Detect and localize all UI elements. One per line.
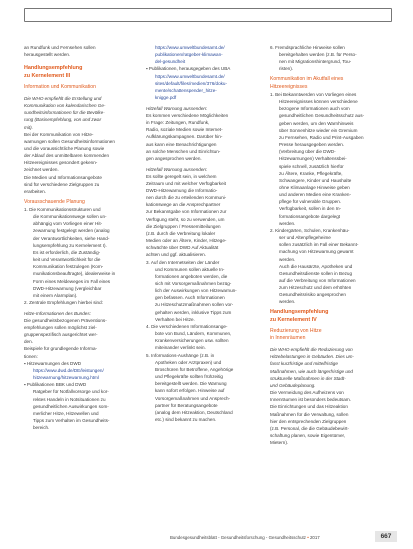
list-item-cont: Form eines Meldeweges im Fall eines — [33, 278, 111, 284]
subsection-heading: Information und Kommunikation — [24, 84, 96, 90]
sub-heading: Hitzefall Warnung aussenden: — [146, 166, 208, 172]
bullet-cont: merlicher Hitze, Hitzewellen und — [33, 410, 99, 416]
list-item-cont: munikationsbeauftragte), idealerweise in — [33, 271, 116, 277]
text-line: (z.B. Personal, die die Gebäudebewirt- — [270, 425, 349, 431]
subsection-heading: Hitzeereignisses — [270, 83, 308, 90]
uba-link[interactable]: https://www.umweltbundesamt.de/ — [155, 73, 225, 79]
list-item-cont: Kommunikation festzulegen (Kom- — [33, 264, 104, 270]
list-item-cont: kann sofort erfolgen. Hinweise auf — [155, 388, 225, 394]
list-item-cont: DWD-Hitzewarnung (vergleichbar — [33, 285, 102, 291]
list-item-cont: auf die Verbreitung von Informationen — [279, 278, 356, 283]
who-recommendation: fasst kurzfristige und mittelfristige — [270, 361, 338, 367]
column-1 — [24, 44, 140, 431]
text-line: Die Einrichtungen und das Hitzeaktion — [270, 404, 348, 410]
list-item: 3. Auf den Internetseiten der Länder — [146, 259, 220, 265]
text-line: an solche Menschen und Einrichtun- — [146, 148, 221, 154]
page-footer — [170, 535, 320, 540]
text-line: Radio, soziale Medien sowie Internet- — [146, 127, 223, 133]
bullet-cont: Ratgeber für Notfallvorsorge und kor- — [33, 389, 109, 395]
list-item-cont: der Verantwortlichkeiten, siehe Hand- — [33, 235, 110, 241]
list-item-cont: Verhalten bei Hitze. — [155, 316, 195, 322]
text-line: kationswege an die Ansprechpartner — [146, 202, 221, 208]
text-line: Innenräumen ist besonders bedeutsam. — [270, 397, 351, 403]
list-item-cont: Hitzewarnungen) Verhaltenssbei- — [279, 156, 347, 162]
text-line: gen angesprochen werden. — [146, 155, 202, 161]
list-item-cont: risten). — [279, 66, 294, 72]
list-item-cont: werden. — [279, 299, 296, 305]
uba-link[interactable]: del-gesundheit — [155, 59, 186, 65]
journal-name: Bundesgesundheitsblatt - Gesundheitsforschung - Gesundheitsschutz — [170, 535, 306, 540]
dwd-link[interactable]: hitzewarnung/hitzewarnung.html — [33, 375, 99, 381]
list-item-cont: (analog dem Hitzeaktion, Deutschland — [155, 409, 233, 415]
list-item-cont: Hitzeereignisses können verschiedene — [279, 99, 358, 105]
who-recommendation: Kommunikation von kalendarischen Ge- — [24, 103, 106, 109]
section-heading: zu Kernelement III — [24, 72, 71, 79]
list-item-cont: die Kommunikationswege sollen un- — [33, 214, 107, 220]
list-item-cont: zu Ältere, Kranke, Pflegekräfte, — [279, 170, 343, 176]
list-item-cont: über Sonnenhitze wieder ein Gremium — [279, 127, 358, 133]
text-line: tionen: — [24, 353, 38, 359]
list-item-cont: nen mit Migrationshintergrund, Tou- — [279, 59, 352, 65]
text-line: und die voraussichtliche Planung sowie — [24, 146, 105, 151]
text-line: Medien oder an Ältere, Kinder, Hitzege- — [146, 238, 227, 244]
text-line: achten und ggf. aktualisieren. — [146, 252, 207, 258]
text-line: Mietern). — [270, 440, 289, 446]
list-item-cont: und Pflegekräfte sollten frühzeitig — [155, 374, 223, 380]
list-item-cont: formationsangebote dargelegt — [279, 213, 341, 219]
list-item-cont: zewarnung festgelegt werden (analog — [33, 228, 110, 234]
footer-separator: • — [307, 535, 309, 540]
sub-heading: Hitzefall Warnung aussenden: — [146, 105, 208, 111]
list-item-cont: gehalten werden, inklusive Tipps zum — [155, 309, 232, 315]
text-line: nen durch die zu erteilenden Kommuni- — [146, 195, 227, 201]
uba-link[interactable]: mente/schattenspender_hitze- — [155, 87, 217, 93]
subsection-heading: Reduzierung von Hitze — [270, 327, 322, 334]
text-line: die Zielgruppen / Pressemitteilungen — [146, 223, 221, 229]
bullet-cont: rektes Handeln in Notsituationen zu — [33, 396, 106, 402]
column-2 — [146, 44, 262, 423]
list-item-cont: werden. — [279, 220, 296, 226]
list-item: 4. Die verschiedenen Informationsange- — [146, 323, 228, 329]
uba-link[interactable]: publikationen/ratgeber-klimawan- — [155, 52, 223, 58]
bullet-cont: gesundheitlichen Auswirkungen som- — [33, 403, 109, 409]
text-line: Es kommen verschiedene Möglichkeiten — [146, 112, 229, 118]
list-item-cont: formationen angeboten werden, die — [155, 273, 228, 279]
header-rule-box — [24, 8, 392, 22]
list-item-cont: und Kommunen sollen aktuelle In- — [155, 266, 225, 272]
who-recommendation: Die WHO empfiehlt die Reduzierung von — [270, 347, 353, 353]
text-line: (z.B. durch die Verbreitung lokaler — [146, 230, 216, 236]
text-line: schaftung planen, sowie Eigentümer, — [270, 433, 346, 438]
text-line: DWD-Hitzewarnung die Informatio- — [146, 187, 218, 193]
list-item-cont: Gesundheitsdienste sollen in Bezug — [279, 270, 353, 276]
list-item-cont: geben werden, um den Warnhinweis — [279, 120, 354, 126]
who-recommendation: sundheitsinformationen für die Bevölke- — [24, 110, 105, 116]
list-item-cont: Auch die Hausärzte, Apotheken und — [279, 263, 353, 269]
footer-year: 2017 — [309, 535, 320, 540]
list-item-cont: und anderen Medien eine Kranken- — [279, 192, 352, 198]
list-item-cont: Es ist erforderlich, die Zuständig- — [33, 249, 101, 255]
uba-link[interactable]: sites/default/files/medien/376/doku- — [155, 80, 228, 86]
list-item-cont: zu Hitzeschutzmaßnahmen sollen vor- — [155, 302, 234, 308]
list-item-cont: zu Fernsehen, Radio und Print-Ausgaben — [279, 134, 364, 140]
text-line: Verfügung steht, so zu verwenden, um — [146, 216, 225, 222]
list-item-cont: gen befassen. Auch Informationen — [155, 295, 225, 301]
text-line: erarbeiten. — [24, 188, 46, 194]
text-line: sind für verschiedene Zielgruppen zu — [24, 181, 100, 187]
list-item-cont: abhängig vom Vorliegen einer Hit- — [33, 221, 103, 227]
page-number: 667 — [375, 531, 397, 542]
who-recommendation: mit). — [24, 124, 33, 130]
bullet-cont: bereich. — [33, 425, 50, 431]
list-item: 2. Kindergärten, Schulen, Krankenhäu- — [270, 227, 350, 233]
text-line: Die Medien und Informationsangebote — [24, 174, 102, 180]
bullet-cont: Tipps zum Verhalten im Gesundheits- — [33, 418, 110, 424]
list-item: 2. Zentrale Empfehlungen hierbei sind: — [24, 300, 103, 306]
bullet-item: ▪ Publikationen, herausgegeben des UBA — [146, 66, 231, 72]
text-line: der Ablauf des unmittelbaren kommenden — [24, 153, 110, 159]
list-item-cont: keit und Verantwortlichkeit für die — [33, 257, 101, 263]
list-item-cont: bote von Bund, Ländern, Kommunen, — [155, 331, 232, 337]
list-item-cont: spiele schnell, zusätzlich hierfür — [279, 163, 344, 169]
subsection-heading: Vorausschauende Planung — [24, 198, 85, 205]
subsection-heading: in Innenräumen — [270, 335, 306, 342]
list-item-cont: bereitgehalten werden (z.B. für Perso- — [279, 52, 357, 58]
text-line: Maßnahmen für die Verwaltung, sollen — [270, 411, 349, 417]
who-recommendation: rung (Basisempfehlung, von und zwar — [24, 117, 102, 123]
uba-link[interactable]: knigge.pdf — [155, 95, 177, 101]
list-item: 1. Bei Bekanntwerden von Vorliegen eines — [270, 91, 357, 97]
list-item-cont: werden. — [279, 256, 296, 262]
list-item-cont: bezogene Informationen auch vom — [279, 106, 350, 112]
text-line: Aufklärungskampagnen. Darüber hin- — [146, 134, 223, 140]
text-line: gruppenspezifisch ausgerichtet wer- — [24, 332, 98, 338]
text-line: Es sollte geregelt sein, in welchem — [146, 173, 217, 179]
who-recommendation: Maßnahmen, wie auch längerfristige und — [270, 368, 353, 374]
text-line: empfehlungen sollen möglichst ziel- — [24, 325, 97, 330]
subsection-heading: Kommunikation im Akutfall eines — [270, 76, 344, 83]
dwd-link[interactable]: https://www.dwd.de/DE/leistungen/ — [33, 367, 104, 373]
list-item-cont: sollen zusätzlich im Fall einer Bekannt- — [279, 242, 359, 248]
text-line: den. — [24, 339, 33, 345]
list-item-cont: zum Hitzeschutz und dem erhöhten — [279, 285, 352, 291]
list-item-cont: Verfügbarkeit, sollen in den In- — [279, 206, 342, 212]
text-line: herausgestellt werden. — [24, 52, 71, 58]
list-item-cont: sich mit Vorsorgemaßnahmen bezüg- — [155, 281, 232, 286]
text-line: hier den entsprechenden Zielgruppen — [270, 418, 347, 424]
bullet-item: ▪ Publikationen BBK und DWD — [24, 382, 87, 388]
list-item-cont: Broschüren für Betroffene, Angehörige — [155, 366, 234, 372]
list-item-cont: ohne Klimaanlage Hinweise geben — [279, 184, 350, 190]
uba-link[interactable]: https://www.umweltbundesamt.de/ — [155, 45, 225, 50]
text-line: in Frage: Zeitungen, Rundfunk, — [146, 120, 210, 126]
list-item-cont: Schwangere, Kinder und Haushalte — [279, 177, 352, 183]
list-item-cont: pflege für vulnerable Gruppen. — [279, 199, 342, 205]
who-recommendation: Die WHO empfiehlt die Erstellung und — [24, 95, 102, 101]
text-line: zeichnet werden. — [24, 167, 59, 173]
text-line: Die Vermeidung des Aufheizens von — [270, 390, 344, 396]
list-item: 6. Fremdsprachliche Hinweise sollen — [270, 45, 345, 50]
list-item-cont: Presse herausgegeben werden. — [279, 142, 345, 148]
list-item-cont: gesundheitlichen Gesundheitsschutz aus- — [279, 113, 365, 119]
who-recommendation: Hitzebelastungen in Gebäuden. Dies um- — [270, 354, 355, 360]
list-item-cont: (Verbreitung über die DWD- — [279, 149, 336, 155]
text-line: schwächte über DWD Auf Aktualität — [146, 245, 219, 251]
text-line: an Rundfunk und Fernsehen sollen — [24, 45, 96, 50]
sub-heading: Hitze-Informationen des Bundes: — [24, 310, 91, 316]
bullet-item: ▪ Hitzewarnungen des DWD — [24, 360, 82, 366]
list-item-cont: bereitgestellt werden. Die Warnung — [155, 381, 227, 387]
list-item-cont: etc.) sind bekannt zu machen. — [155, 416, 217, 422]
list-item: 5. Informations-Aushänge (z.B. in — [146, 352, 215, 358]
section-heading: Handlungsempfehlung — [24, 65, 83, 72]
list-item-cont: miteinander verlinkt sein. — [155, 345, 206, 351]
list-item-cont: Vorsorgemaßnahmen und Ansprech- — [155, 395, 231, 401]
text-line: Hitzeereignisses gesondert gekenn- — [24, 160, 98, 166]
list-item-cont: machung von Hitzewarnung gewarnt — [279, 249, 354, 255]
text-line: Bei der Kommunikation von Hitze- — [24, 131, 94, 137]
list-item-cont: ser und Altenpflegeheime — [279, 235, 331, 241]
list-item-cont: lungsempfehlung zu Kernelement I). — [33, 242, 107, 248]
section-heading: zu Kernelement IV — [270, 316, 317, 323]
list-item-cont: Krankenversicherungen usw. sollten — [155, 338, 229, 344]
list-item-cont: Apotheken oder Arztpraxen) und — [155, 359, 222, 365]
who-recommendation: strukturelle Maßnahmen in der Stadt- — [270, 375, 346, 381]
list-item-cont: Gesundheitsrisiko angesprochen — [279, 292, 346, 298]
list-item-cont: lich der Auswirkungen von Hitzewarnun- — [155, 288, 237, 294]
text-line: warnungen sollen Gesundheitsinformationen — [24, 138, 115, 144]
text-line: zur Bekanntgabe von Informationen zur — [146, 209, 227, 215]
text-line: Zeitraum und mit welcher Verfügbarkeit — [146, 180, 226, 186]
who-recommendation: und Gebäudeplanung. — [270, 382, 316, 388]
column-3 — [270, 44, 390, 446]
text-line: Die gesundheitsbezogenen Präventions- — [24, 317, 107, 323]
text-line: Beispiele für grundlegende Informa- — [24, 346, 98, 352]
list-item-cont: mit einem Alarmplan). — [33, 292, 78, 298]
text-line: aus kann eine Benachrichtigungen — [146, 141, 217, 147]
list-item: 1. Die Kommunikationsstrukturen und — [24, 207, 101, 212]
list-item-cont: partner für Beratungsangebote — [155, 402, 218, 408]
section-heading: Handlungsempfehlung — [270, 309, 329, 316]
